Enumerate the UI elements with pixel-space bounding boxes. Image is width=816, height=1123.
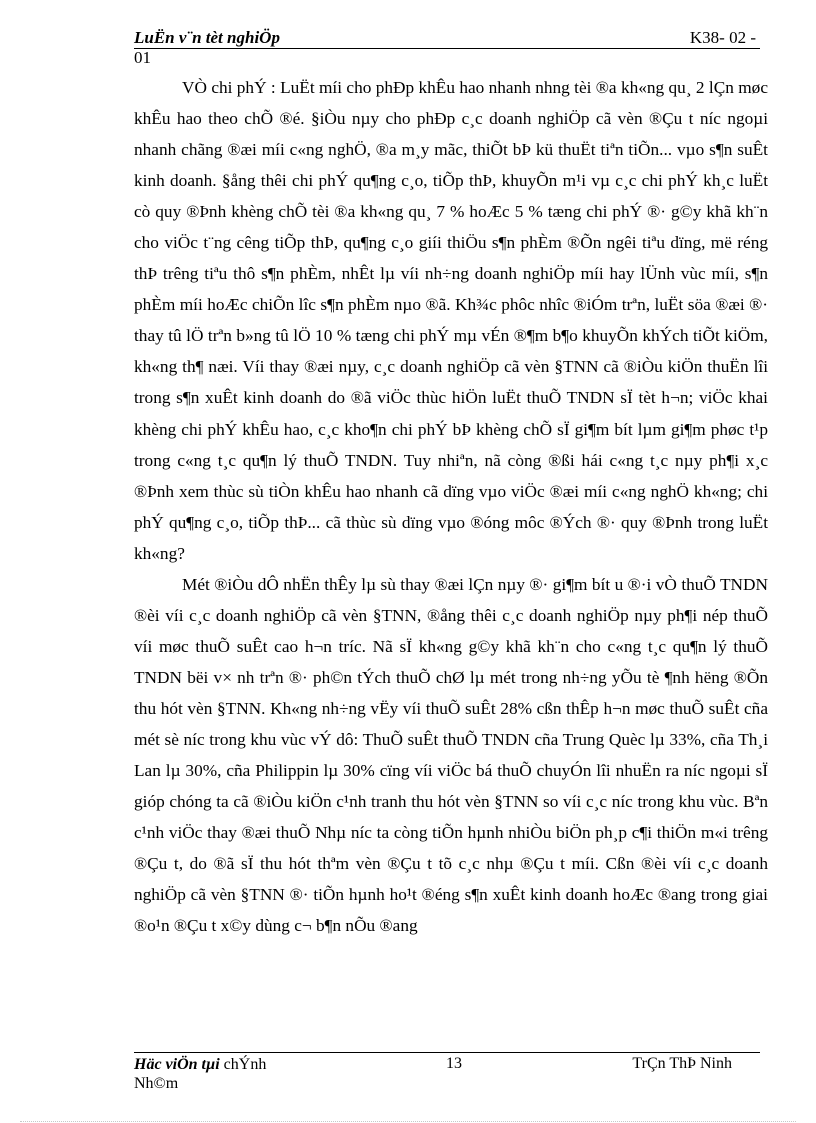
institution-name-rest: chÝnh bbox=[219, 1056, 267, 1073]
author-name-continuation: Nh©m bbox=[134, 1075, 179, 1092]
author-name: TrÇn ThÞ Ninh bbox=[632, 1055, 732, 1072]
institution-name bbox=[134, 1055, 294, 1093]
paragraph-incentives: Mét ®iÒu dÔ nhËn thÊy lµ sù thay ®æi lÇn nµy ®· gi¶m bít u ®·i vÒ thuÕ TNDN ®èi víi c¸c doanh nghiÖp cã vèn §TNN, ®ång thêi c¸c doanh nghiÖp nµy ph¶i nép thuÕ víi møc thuÕ suÊt cao h¬n tríc. Nã sÏ kh«ng g©y khã kh¨n cho c«ng t¸c qu¶n lý thuÕ TNDN bëi v× nh trªn ®· ph©n tÝch thuÕ chØ lµ mét trong nh÷ng yÕu tè ¶nh hëng ®Õn thu hót vèn §TNN. Kh«ng nh÷ng vËy víi thuÕ suÊt 28% cßn thÊp h¬n møc thuÕ suÊt cña mét sè níc trong khu vùc vÝ dô: ThuÕ suÊt thuÕ TNDN cña Trung Quèc lµ 33%, cña Th¸i Lan lµ 30%, cña Philippin lµ 30% cïng víi viÖc bá thuÕ chuyÓn lîi nhuËn ra níc ngoµi sÏ gióp chóng ta cã ®iÒu kiÖn c¹nh tranh thu hót vèn §TNN so víi c¸c níc trong khu vùc. Bªn c¹nh viÖc thay ®æi thuÕ Nhµ níc ta còng tiÕn hµnh nhiÒu biÖn ph¸p c¶i thiÖn m«i trêng ®Çu t, do ®ã sÏ thu hót thªm vèn ®Çu t tõ c¸c nhµ ®Çu t míi. Cßn ®èi víi c¸c doanh nghiÖp cã vèn §TNN ®· tiÕn hµnh ho¹t ®éng s¶n xuÊt kinh doanh hoÆc ®ang trong giai ®o¹n ®Çu t x©y dùng c¬ b¶n nÕu ®ang bbox=[134, 574, 768, 936]
thesis-title: LuËn v¨n tèt nghiÖp bbox=[134, 28, 280, 47]
institution-name-italic: Häc viÖn tµi bbox=[134, 1056, 220, 1073]
paragraph-expenses: VÒ chi phÝ : LuËt míi cho phÐp khÊu hao nhanh nhng tèi ®a kh«ng qu¸ 2 lÇn møc khÊu hao theo chÕ ®é. §iÒu nµy cho phÐp c¸c doanh nghiÖp cã vèn ®Çu t níc ngoµi nhanh chãng ®æi míi c«ng nghÖ, ®a m¸y mãc, thiÕt bÞ kü thuËt tiªn tiÕn... vµo s¶n suÊt kinh doanh. §ång thêi chi phÝ qu¶ng c¸o, tiÕp thÞ, khuyÕn m¹i vµ c¸c chi phÝ kh¸c luËt cò quy ®Þnh khèng chÕ tèi ®a kh«ng qu¸ 7 % hoÆc 5 % tæng chi phÝ ®· g©y khã kh¨n cho viÖc t¨ng cêng tiÕp thÞ, qu¶ng c¸o giíi thiÖu s¶n phÈm ®Õn ngêi tiªu dïng, më réng thÞ trêng tiªu thô s¶n phÈm, nhÊt lµ víi nh÷ng doanh nghiÖp míi hay lÜnh vùc míi, s¶n phÈm míi hoÆc chiÕn lîc s¶n phÈm nµo ®ã. Kh¾c phôc nhîc ®iÓm trªn, luËt söa ®æi ®· thay tû lÖ trªn b»ng tû lÖ 10 % tæng chi phÝ mµ vÉn ®¶m b¶o khuyÕn khÝch tiÕt kiÖm, kh«ng th¶ næi. Víi thay ®æi nµy, c¸c doanh nghiÖp cã vèn §TNN cã ®iÒu kiÖn thuËn lîi trong s¶n xuÊt kinh doanh do ®ã viÖc thùc hiÖn luËt thuÕ TNDN sÏ tèt h¬n; viÖc khai khèng chi phÝ khÊu hao, c¸c kho¶n chi phÝ bÞ khèng chÕ sÏ gi¶m bít lµm gi¶m phøc t¹p trong c«ng t¸c qu¶n lý thuÕ TNDN. Tuy nhiªn, nã còng ®ßi hái c«ng t¸c nµy ph¶i x¸c ®Þnh xem thùc sù tiÒn khÊu hao nhanh cã dïng vµo viÖc ®æi míi c«ng nghÖ kh«ng; chi phÝ qu¶ng c¸o, tiÕp thÞ... cã thùc sù dïng vµo ®óng môc ®Ých ®· quy ®Þnh trong luËt kh«ng? bbox=[134, 78, 768, 563]
class-code: K38- 02 - bbox=[689, 28, 756, 47]
page-break-line bbox=[20, 1121, 796, 1122]
page-footer bbox=[134, 1055, 760, 1095]
footer-divider bbox=[134, 1052, 760, 1053]
page-header bbox=[134, 28, 760, 49]
class-code-continuation: 01 bbox=[134, 48, 151, 67]
body-text bbox=[134, 72, 768, 941]
page-number: 13 bbox=[446, 1055, 462, 1072]
